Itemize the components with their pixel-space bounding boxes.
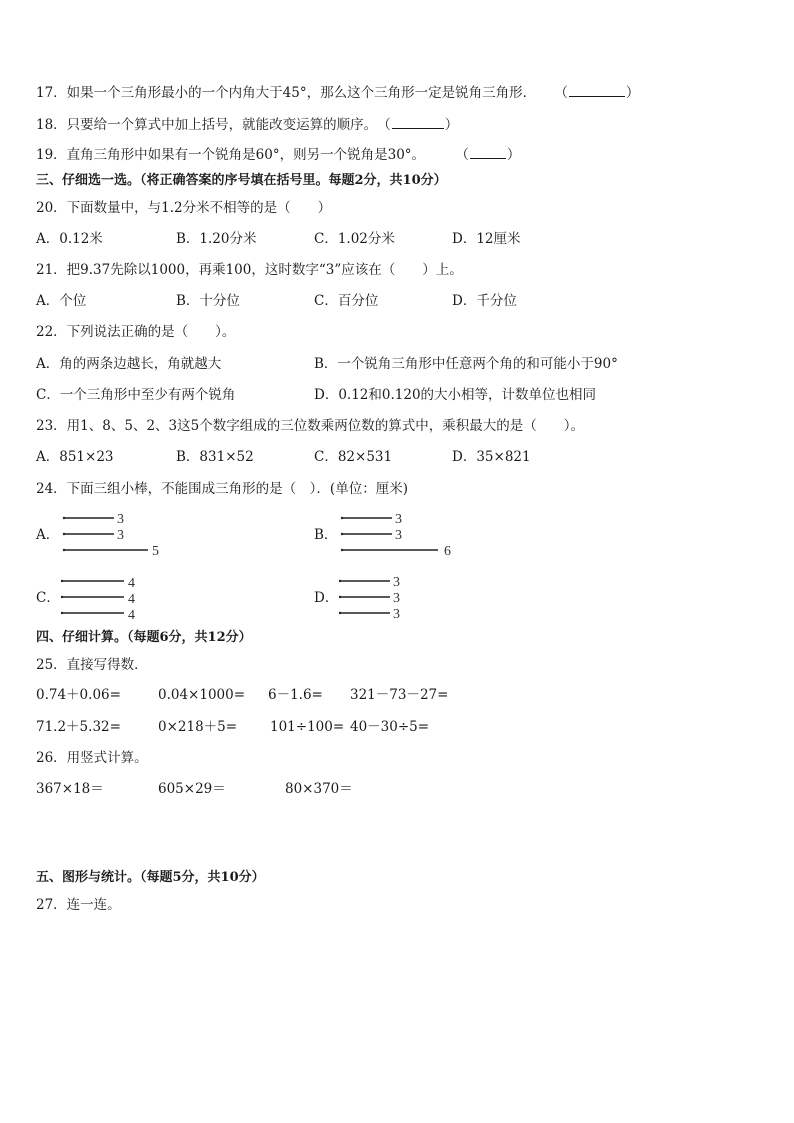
stick-length-label: 3 — [117, 512, 124, 527]
question-18 — [36, 116, 458, 134]
stick — [341, 517, 392, 519]
q26-expression: 367×18＝ — [36, 781, 104, 797]
stick-length-label: 3 — [393, 607, 400, 621]
question-25-stem: 25．直接写得数． — [36, 657, 148, 673]
stick-length-label: 3 — [395, 512, 402, 527]
q26-expression: 80×370＝ — [285, 781, 353, 797]
stick — [61, 612, 124, 614]
question-18-answer-slot[interactable]: （ ） — [377, 117, 459, 133]
question-17-text: 17．如果一个三角形最小的一个内角大于45°，那么这个三角形一定是锐角三角形． — [36, 85, 537, 101]
q22-option-a[interactable]: A．角的两条边越长，角就越大 — [36, 356, 222, 372]
stick-length-label: 4 — [128, 608, 135, 621]
q20-option-d[interactable]: D．12厘米 — [452, 231, 521, 247]
section-3-title: 三、仔细选一选。（将正确答案的序号填在括号里。每题2分，共10分） — [36, 173, 447, 188]
q25-expression: 101÷100= — [270, 719, 345, 735]
question-24-stem: 24．下面三组小棒，不能围成三角形的是（ ）．(单位：厘米) — [36, 481, 408, 497]
q24-option-d-sticks — [336, 573, 416, 621]
stick-length-label: 3 — [393, 591, 400, 606]
q24-option-a-sticks — [60, 510, 180, 556]
stick — [339, 596, 390, 598]
question-23-stem: 23．用1、8、5、2、3这5个数字组成的三位数乘两位数的算式中，乘积最大的是（ ）。 — [36, 418, 584, 434]
stick — [339, 612, 390, 614]
q23-option-c[interactable]: C．82×531 — [314, 449, 393, 465]
stick-length-label: 4 — [128, 592, 135, 607]
q21-option-c[interactable]: C．百分位 — [314, 293, 379, 309]
question-22-stem: 22．下列说法正确的是（ ）。 — [36, 324, 236, 340]
q24-option-d-label[interactable]: D． — [314, 590, 339, 606]
stick — [63, 533, 114, 535]
q23-option-a[interactable]: A．851×23 — [36, 449, 114, 465]
q25-expression: 6－1.6= — [268, 687, 323, 703]
q20-option-b[interactable]: B．1.20分米 — [176, 231, 257, 247]
stick-length-label: 6 — [444, 544, 451, 556]
answer-blank[interactable] — [392, 116, 444, 129]
stick-length-label: 3 — [395, 528, 402, 543]
stick — [341, 549, 438, 551]
stick-length-label: 4 — [128, 576, 135, 591]
question-17-answer-slot[interactable]: （ ） — [554, 85, 640, 101]
stick — [61, 596, 124, 598]
stick — [339, 580, 390, 582]
q23-option-d[interactable]: D．35×821 — [452, 449, 531, 465]
q25-expression: 0.74＋0.06= — [36, 687, 121, 703]
q24-option-b-sticks — [338, 510, 468, 556]
stick — [61, 580, 124, 582]
q22-option-b[interactable]: B．一个锐角三角形中任意两个角的和可能小于90° — [314, 356, 618, 372]
q22-option-d[interactable]: D．0.12和0.120的大小相等，计数单位也相同 — [314, 387, 597, 403]
section-4-title: 四、仔细计算。（每题6分，共12分） — [36, 630, 252, 645]
stick — [341, 533, 392, 535]
answer-blank[interactable] — [470, 146, 506, 159]
q26-expression: 605×29＝ — [158, 781, 226, 797]
q24-option-b-label[interactable]: B． — [314, 527, 338, 543]
question-17 — [36, 84, 639, 102]
q21-option-a[interactable]: A．个位 — [36, 293, 87, 309]
q24-option-c-sticks — [58, 573, 158, 621]
stick-length-label: 3 — [117, 528, 124, 543]
q25-expression: 71.2＋5.32= — [36, 719, 121, 735]
stick-length-label: 5 — [152, 544, 159, 556]
question-19 — [36, 146, 520, 164]
q25-expression: 40－30÷5= — [350, 719, 430, 735]
stick — [63, 517, 114, 519]
question-20-stem: 20．下面数量中，与1.2分米不相等的是（ ） — [36, 200, 332, 216]
question-18-text: 18．只要给一个算式中加上括号，就能改变运算的顺序。 — [36, 117, 378, 133]
q24-option-c-label[interactable]: C． — [36, 590, 60, 606]
question-26-stem: 26．用竖式计算。 — [36, 750, 148, 766]
q25-expression: 0×218＋5= — [158, 719, 238, 735]
q21-option-b[interactable]: B．十分位 — [176, 293, 240, 309]
q25-expression: 321－73－27= — [350, 687, 449, 703]
q24-option-a-label[interactable]: A． — [36, 527, 60, 543]
q22-option-c[interactable]: C．一个三角形中至少有两个锐角 — [36, 387, 236, 403]
stick — [63, 549, 148, 551]
q23-option-b[interactable]: B．831×52 — [176, 449, 254, 465]
q20-option-a[interactable]: A．0.12米 — [36, 231, 103, 247]
q25-expression: 0.04×1000= — [158, 687, 246, 703]
stick-length-label: 3 — [393, 575, 400, 590]
question-19-answer-slot[interactable]: （ ） — [455, 147, 521, 163]
q20-option-c[interactable]: C．1.02分米 — [314, 231, 395, 247]
answer-blank[interactable] — [569, 84, 625, 97]
question-27-stem: 27．连一连。 — [36, 897, 121, 913]
question-21-stem: 21．把9.37先除以1000，再乘100，这时数字“3”应该在（ ）上。 — [36, 262, 463, 278]
section-5-title: 五、图形与统计。（每题5分，共10分） — [36, 870, 265, 885]
q21-option-d[interactable]: D．千分位 — [452, 293, 517, 309]
question-19-text: 19．直角三角形中如果有一个锐角是60°，则另一个锐角是30°。 — [36, 147, 426, 163]
